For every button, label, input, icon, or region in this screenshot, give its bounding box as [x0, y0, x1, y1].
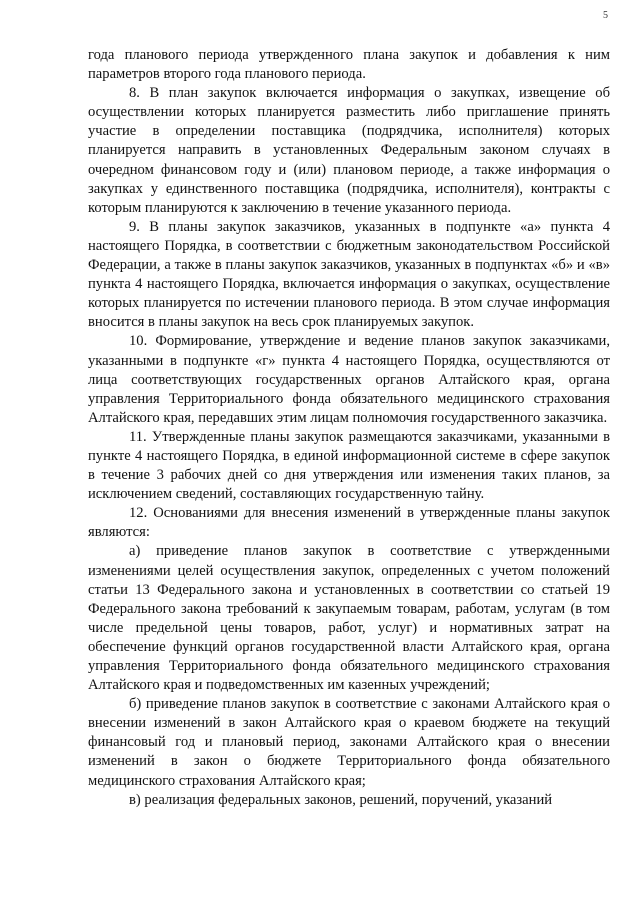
paragraph-item-11: 11. Утвержденные планы закупок размещаются заказчиками, указанными в пункте 4 настоящего Порядка, в единой информационной системе в сфере закупок в течение 3 рабочих дней со дня утверждения или изменения таких планов, за исключением сведений, составляющих государственную тайну.	[88, 428, 610, 503]
paragraph-item-8: 8. В план закупок включается информация о закупках, извещение об осуществлении которых планируется разместить либо приглашение принять участие в определении поставщика (подрядчика, исполнителя) которых планируется направить в установленных Федеральным законом случаях в очередном финансовом году и (или) плановом периоде, а также информация о закупках у единственного поставщика (подрядчика, исполнителя), контракты с которым планируются к заключению в течение указанного периода.	[88, 85, 610, 216]
paragraph-continuation: года планового периода утвержденного плана закупок и добавления к ним параметров второго года планового периода.	[88, 47, 610, 83]
subitem-b: б) приведение планов закупок в соответствие с законами Алтайского края о внесении изменений в закон Алтайского края о краевом бюджете на текущий финансовый год и плановый период, законами Алтайского края о внесении изменений в закон о бюджете Территориального фонда обязательного медицинского страхования Алтайского края;	[88, 696, 610, 789]
subitem-v: в) реализация федеральных законов, решений, поручений, указаний	[129, 791, 553, 808]
subitem-a: а) приведение планов закупок в соответствие с утвержденными изменениями целей осуществления закупок, определенных с учетом положений статьи 13 Федерального закона и установленных в соответствии со статьей 19 Федерального закона требований к закупаемым товарам, работам, услугам (в том числе предельной цены товаров, работ, услуг) и нормативных затрат на обеспечение функций органов государственной власти Алтайского края, органа управления Территориального фонда обязательного медицинского страхования Алтайского края и подведомственных им казенных учреждений;	[88, 543, 610, 694]
paragraph-item-9: 9. В планы закупок заказчиков, указанных в подпункте «а» пункта 4 настоящего Порядка, в соответствии с бюджетным законодательством Российской Федерации, а также в планы закупок заказчиков, указанных в подпунктах «б» и «в» пункта 4 настоящего Порядка, включается информация о закупках, осуществление которых планируется по истечении планового периода. В этом случае информация вносится в планы закупок на весь срок планируемых закупок.	[88, 218, 610, 331]
paragraph-item-12: 12. Основаниями для внесения изменений в утвержденные планы закупок являются:	[88, 505, 610, 541]
paragraph-item-10: 10. Формирование, утверждение и ведение планов закупок заказчиками, указанными в подпункте «г» пункта 4 настоящего Порядка, осуществляются от лица соответствующих государственных органов Алтайского края, органа управления Территориального фонда обязательного медицинского страхования Алтайского края, передавших этим лицам полномочия государственного заказчика.	[88, 333, 610, 426]
page-number: 5	[603, 10, 608, 21]
document-body	[88, 46, 610, 810]
